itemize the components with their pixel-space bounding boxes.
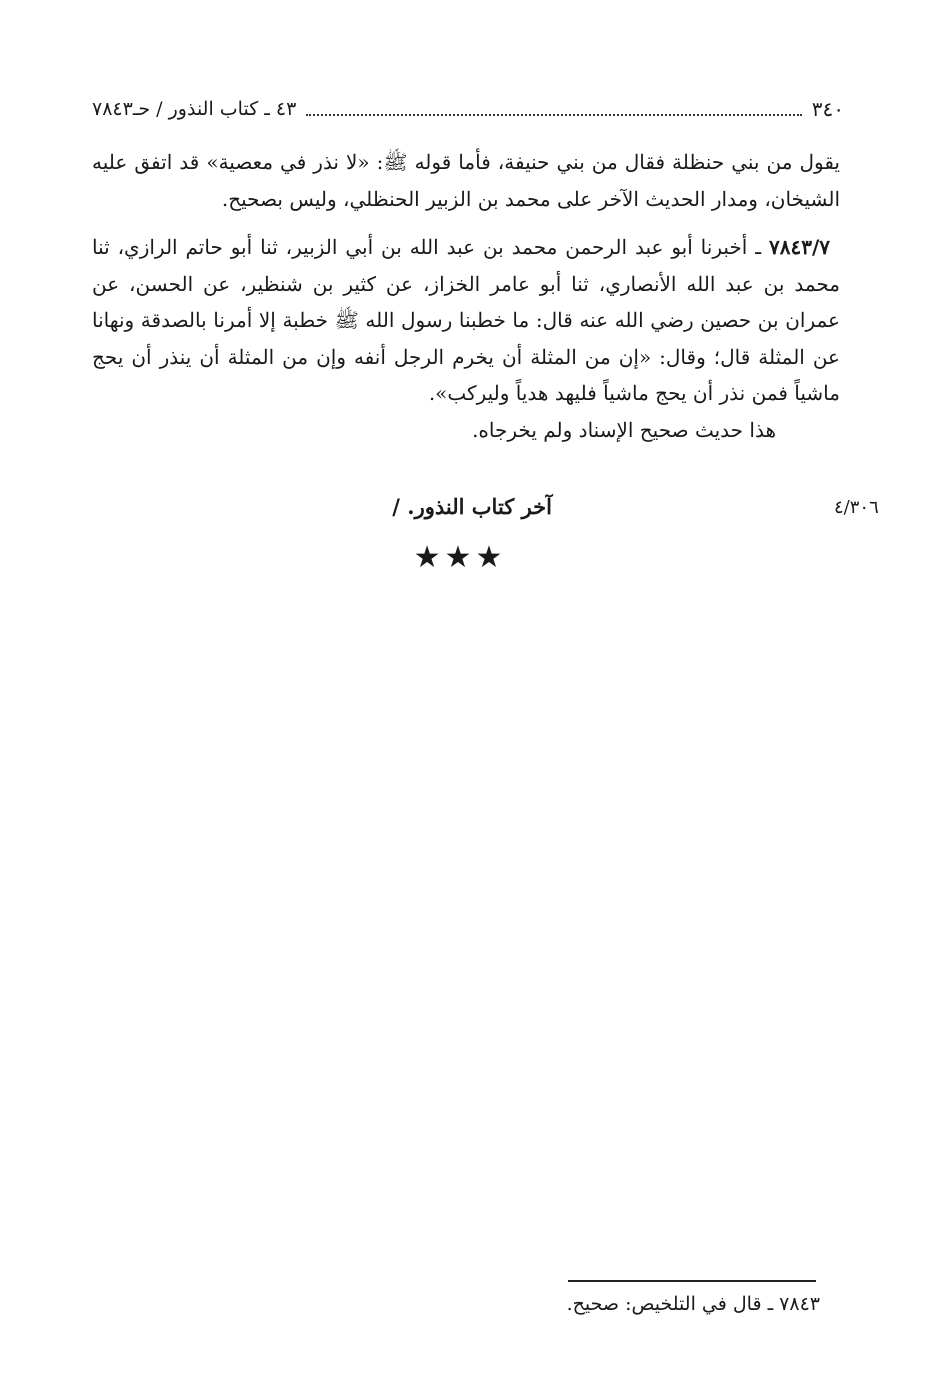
paragraph-1: يقول من بني حنظلة فقال من بني حنيفة، فأما قوله ﷺ: «لا نذر في معصية» قد اتفق عليه الشيخان، ومدار الحديث الآخر على محمد بن الزبير الحنظلي، وليس بصحيح. [92,150,841,211]
paragraph-2 [92,229,840,412]
section-divider-stars: ★★★ [413,540,507,575]
hadith-text: ـ أخبرنا أبو عبد الرحمن محمد بن عبد الله بن أبي الزبير، ثنا أبو حاتم الرازي، ثنا محمد بن عبد الله الأنصاري، ثنا أبو عامر الخزاز، عن كثير بن شنظير، عن الحسن، عن عمران بن حصين رضي الله عنه قال: ما خطبنا رسول الله ﷺ خطبة إلا أمرنا بالصدقة ونهانا عن المثلة قال؛ وقال: «إن من المثلة أن يخرم الرجل أنفه وإن من المثلة أن ينذر أن يحج ماشياً فمن نذر أن يحج ماشياً فليهد هدياً وليركب». [92,235,840,405]
page-number: ٣٤٠ [811,97,844,121]
header-dotted-leader [306,114,801,116]
footnote-separator [568,1280,816,1282]
margin-reference: ٤/٣٠٦ [834,497,879,518]
running-title: ٤٣ ـ كتاب النذور / حـ٧٨٤٣ [92,98,297,120]
book-end-text: آخر كتاب النذور. / [392,494,552,519]
hadith-number: ٧٨٤٣/٧ [768,235,830,259]
main-text [92,144,840,448]
footnote: ٧٨٤٣ ـ قال في التلخيص: صحيح. [566,1293,820,1315]
hadith-verdict: هذا حديث صحيح الإسناد ولم يخرجاه. [472,417,776,442]
page-header [92,92,844,126]
